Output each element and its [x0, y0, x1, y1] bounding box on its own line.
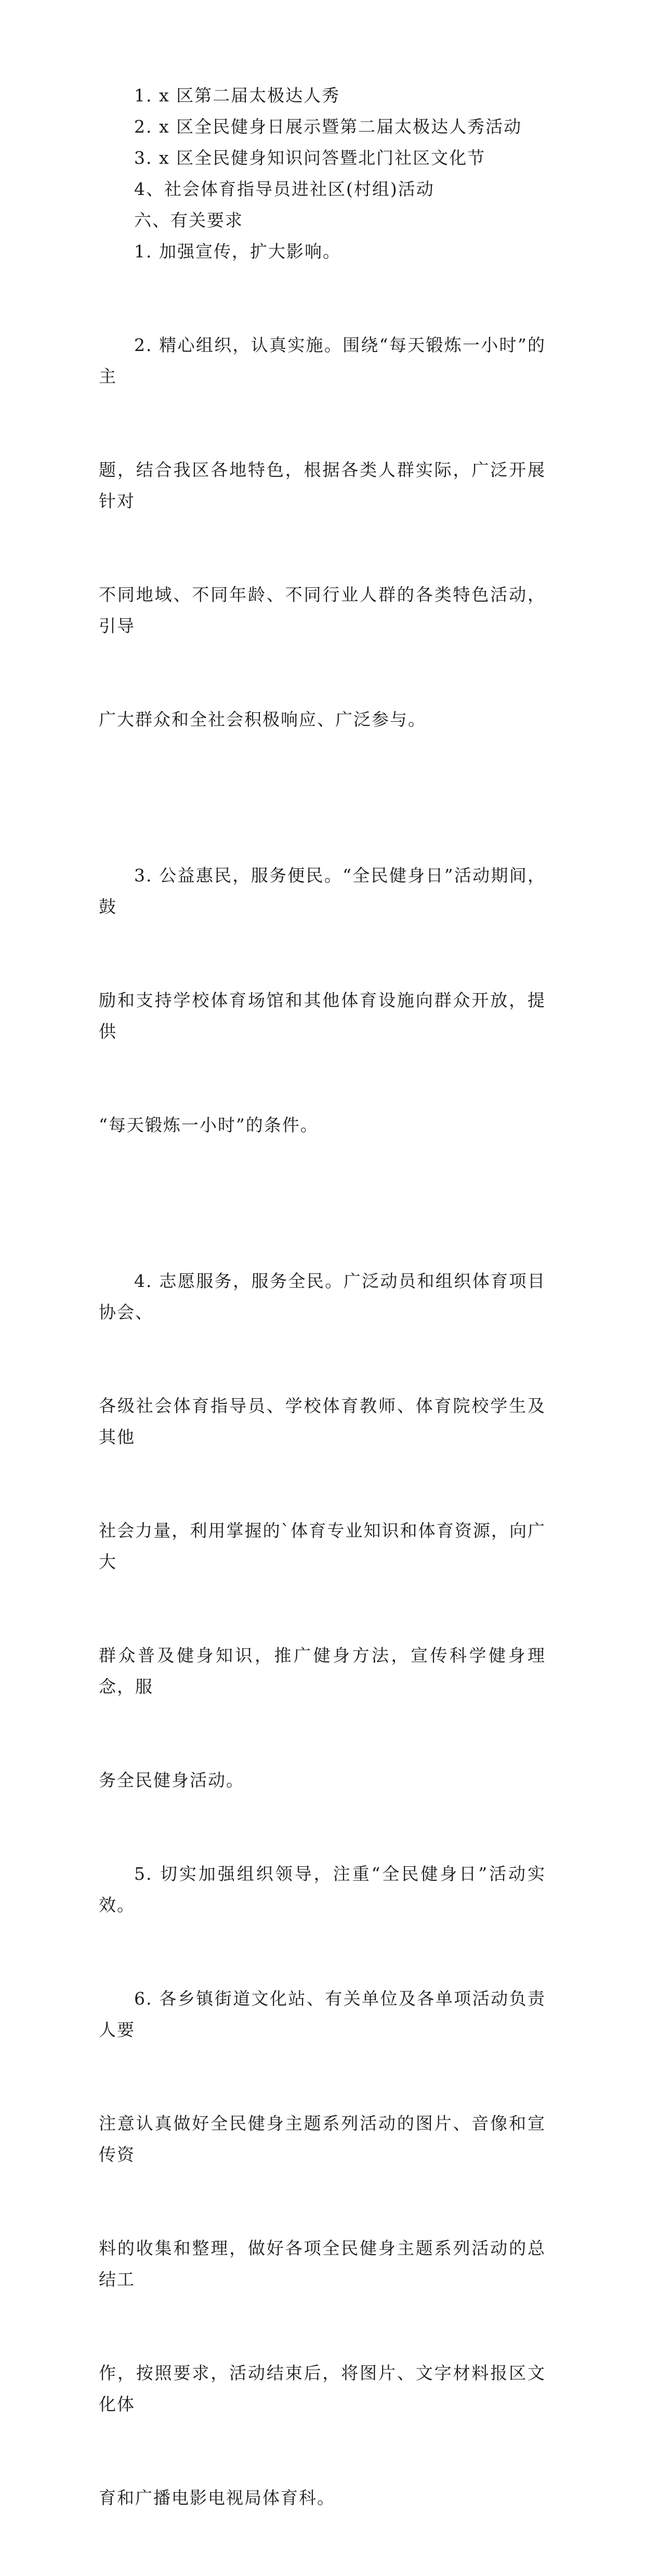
text-line: 题，结合我区各地特色，根据各类人群实际，广泛开展针对: [99, 460, 546, 511]
text-line: 4. 志愿服务，服务全民。广泛动员和组织体育项目协会、: [99, 1271, 546, 1322]
text-line: 料的收集和整理，做好各项全民健身主题系列活动的总结工: [99, 2238, 546, 2289]
text-line: 2. x 区全民健身日展示暨第二届太极达人秀活动: [134, 116, 522, 137]
text-line: 广大群众和全社会积极响应、广泛参与。: [99, 709, 426, 730]
text-line: 4、社会体育指导员进社区(村组)活动: [134, 179, 435, 199]
text-line: 2. 精心组织，认真实施。围绕“每天锻炼一小时”的主: [99, 335, 546, 386]
text-line: 不同地域、不同年龄、不同行业人群的各类特色活动，引导: [99, 584, 546, 636]
document-body: [99, 80, 546, 2576]
text-line: 1. 加强宣传，扩大影响。: [134, 241, 341, 262]
text-line: 1. x 区第二届太极达人秀: [134, 85, 340, 106]
list-item-event-2: [99, 111, 546, 142]
text-line: 6. 各乡镇街道文化站、有关单位及各单项活动负责人要: [99, 1988, 546, 2040]
list-item-event-3: [99, 142, 546, 174]
requirement-item-6: [99, 1921, 546, 2576]
requirement-item-3: [99, 798, 546, 1203]
requirement-item-2: [99, 267, 546, 798]
requirement-item-5: [99, 1858, 546, 1921]
text-line: 5. 切实加强组织领导，注重“全民健身日”活动实效。: [99, 1864, 546, 1915]
text-line: 各级社会体育指导员、学校体育教师、体育院校学生及其他: [99, 1396, 546, 1447]
text-line: 作，按照要求，活动结束后，将图片、文字材料报区文化体: [99, 2363, 546, 2414]
text-line: 群众普及健身知识，推广健身方法，宣传科学健身理念，服: [99, 1645, 546, 1697]
text-line: 3. x 区全民健身知识问答暨北门社区文化节: [134, 148, 486, 168]
requirement-item-1: [99, 236, 546, 267]
text-line: 六、有关要求: [134, 210, 243, 230]
requirement-item-4: [99, 1203, 546, 1858]
text-line: 3. 公益惠民，服务便民。“全民健身日”活动期间，鼓: [99, 865, 546, 917]
section-heading-requirements: [99, 205, 546, 236]
text-line: 社会力量，利用掌握的`体育专业知识和体育资源，向广大: [99, 1520, 546, 1572]
text-line: “每天锻炼一小时”的条件。: [99, 1115, 319, 1135]
list-item-event-1: [99, 80, 546, 111]
list-item-event-4: [99, 174, 546, 205]
text-line: 注意认真做好全民健身主题系列活动的图片、音像和宣传资: [99, 2113, 546, 2165]
text-line: 育和广播电影电视局体育科。: [99, 2488, 335, 2508]
text-line: 励和支持学校体育场馆和其他体育设施向群众开放，提供: [99, 990, 546, 1042]
text-line: 务全民健身活动。: [99, 1770, 244, 1790]
